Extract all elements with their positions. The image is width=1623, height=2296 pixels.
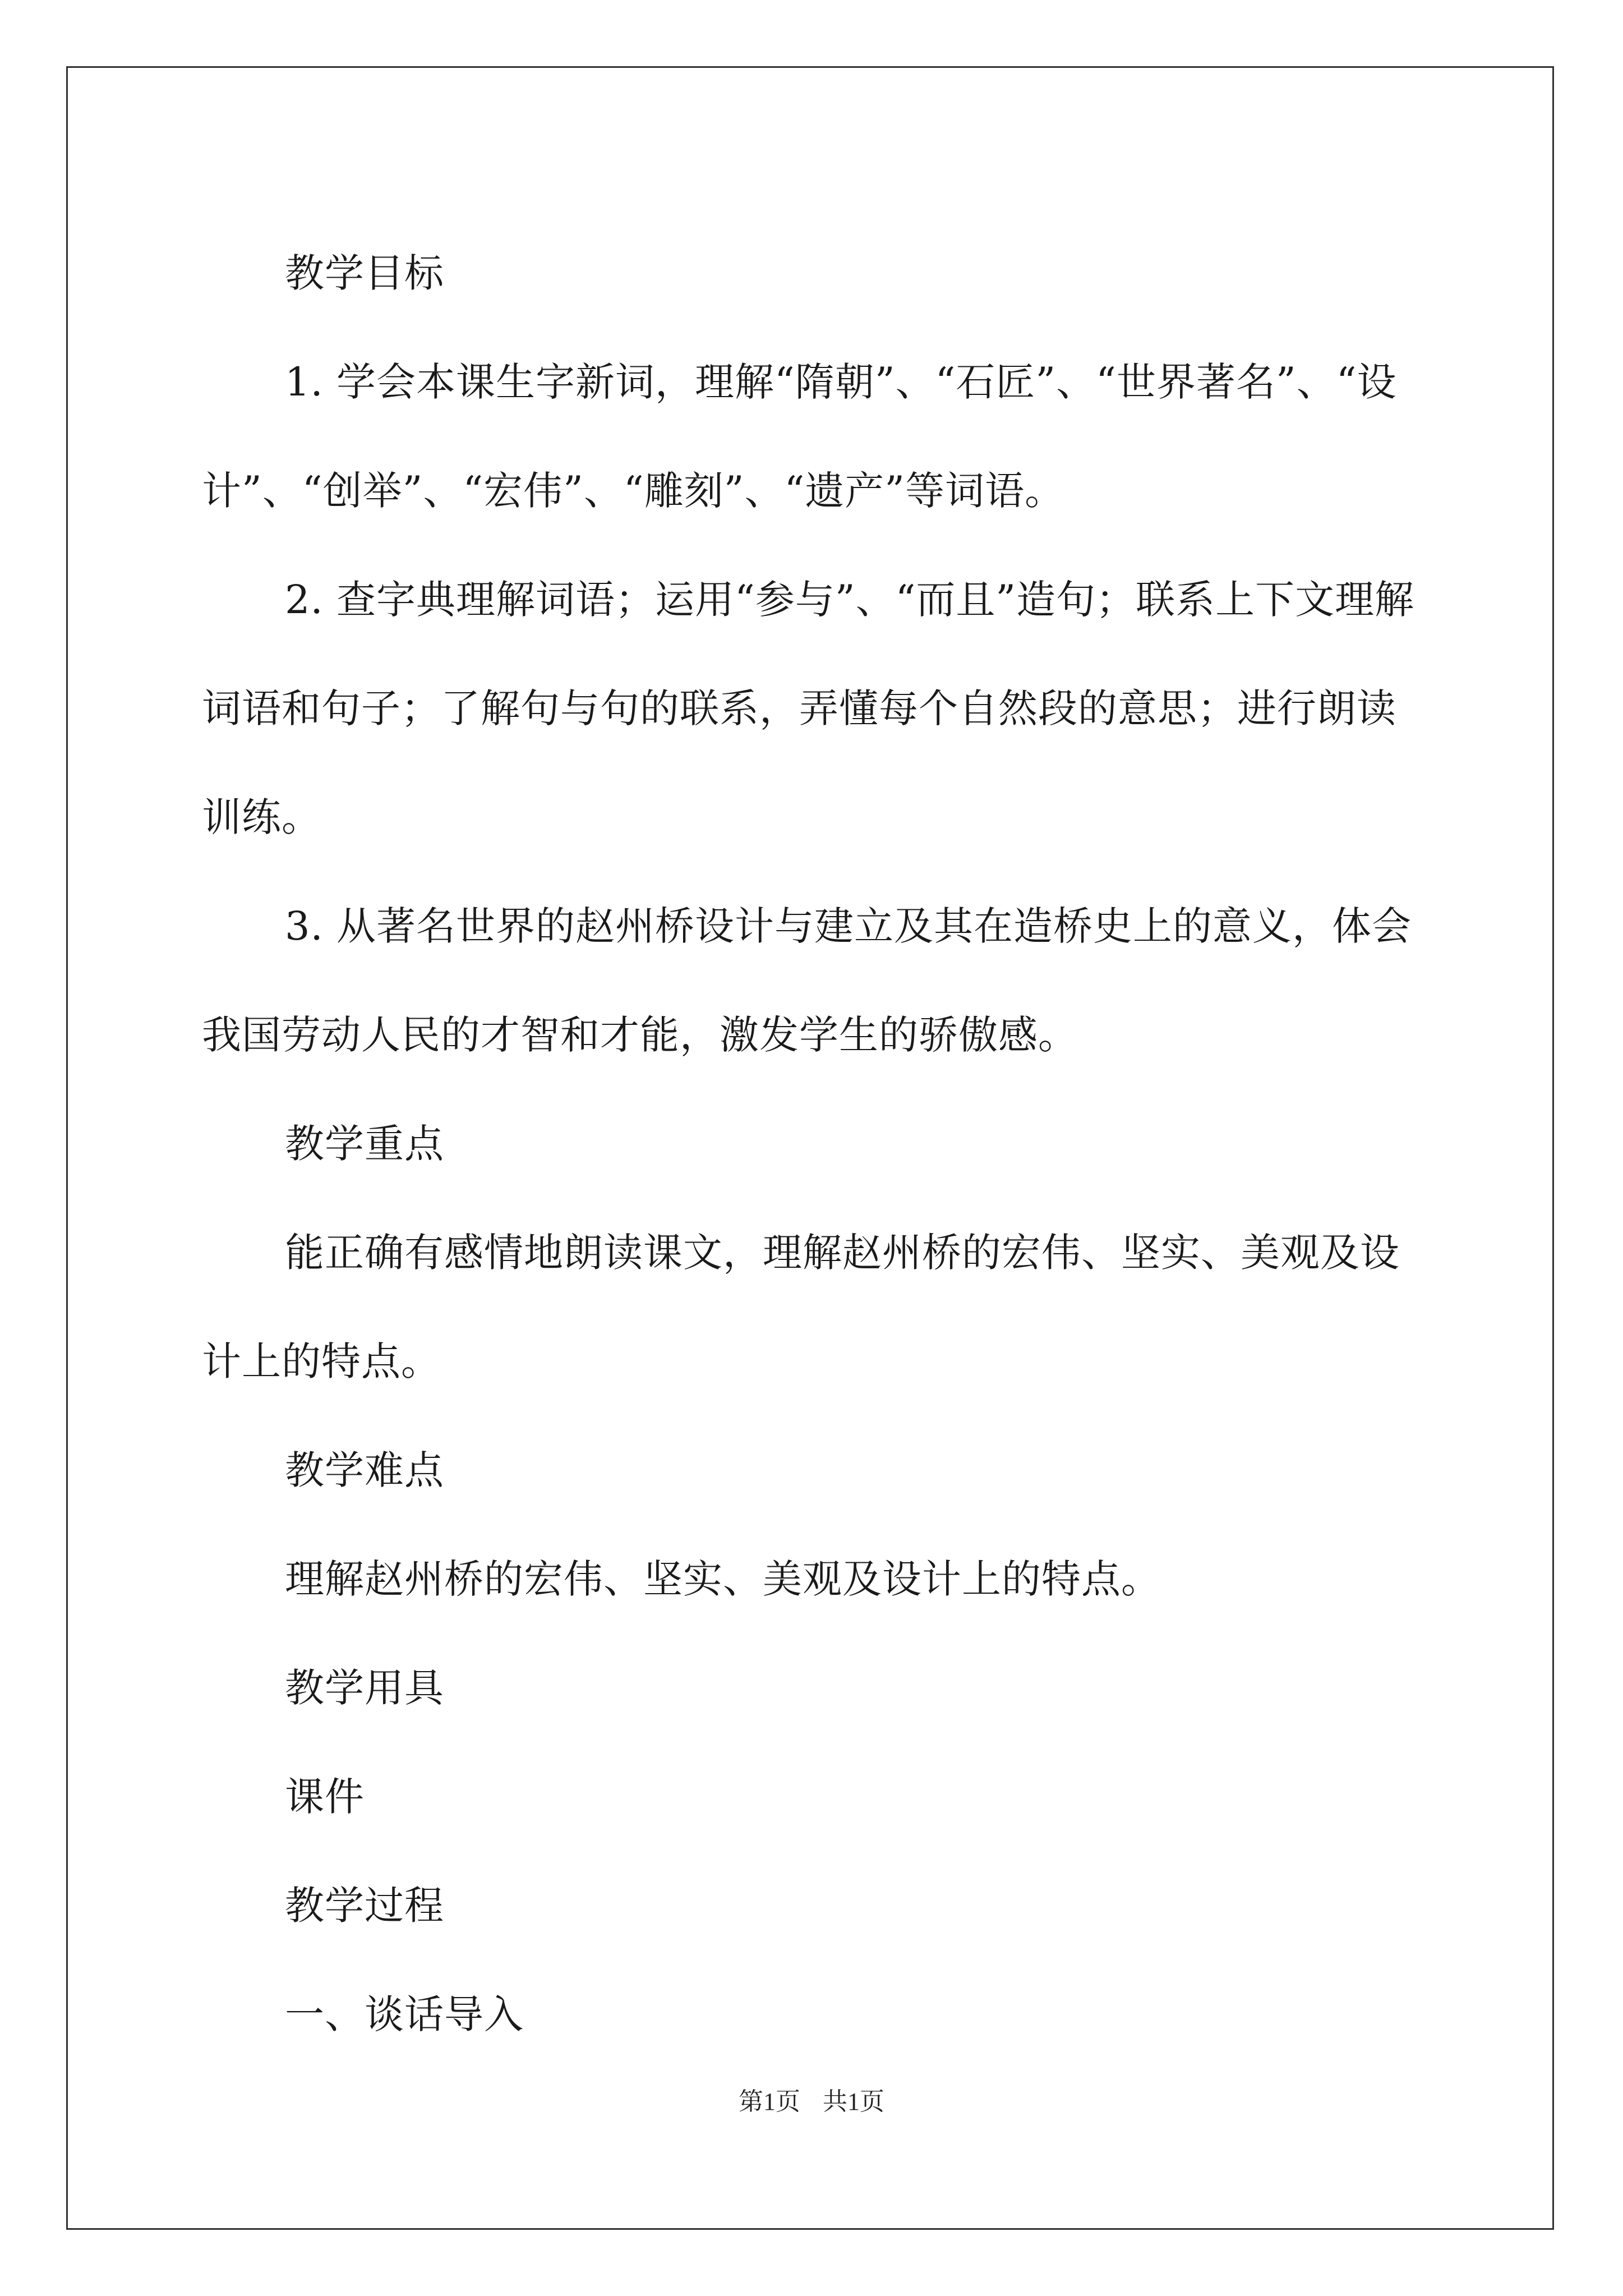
page-number: 第1页 <box>739 2088 800 2115</box>
page-footer <box>0 2081 1623 2117</box>
heading-key-points: 教学重点 <box>285 1121 444 1167</box>
heading-teaching-tools: 教学用具 <box>285 1665 444 1711</box>
goal-item-1: 1. 学会本课生字新词，理解“隋朝”、“石匠”、“世界著名”、“设计”、“创举”、“宏伟”、“雕刻”、“遗产”等词语。 <box>202 359 1397 514</box>
teaching-tools-text: 课件 <box>285 1774 365 1820</box>
heading-difficulties: 教学难点 <box>285 1447 444 1493</box>
document-body <box>202 219 1436 2069</box>
goal-item-2: 2. 查字典理解词语；运用“参与”、“而且”造句；联系上下文理解词语和句子；了解句与句的联系，弄懂每个自然段的意思；进行朗读训练。 <box>202 577 1415 840</box>
goal-item-3: 3. 从著名世界的赵州桥设计与建立及其在造桥史上的意义，体会我国劳动人民的才智和才能，激发学生的骄傲感。 <box>202 903 1412 1058</box>
process-step-1: 一、谈话导入 <box>285 1991 524 2037</box>
key-points-text: 能正确有感情地朗读课文，理解赵州桥的宏伟、坚实、美观及设计上的特点。 <box>202 1230 1400 1384</box>
difficulties-text: 理解赵州桥的宏伟、坚实、美观及设计上的特点。 <box>285 1556 1161 1602</box>
page-total: 共1页 <box>823 2088 884 2115</box>
heading-teaching-process: 教学过程 <box>285 1883 444 1929</box>
heading-teaching-goals: 教学目标 <box>285 250 444 296</box>
